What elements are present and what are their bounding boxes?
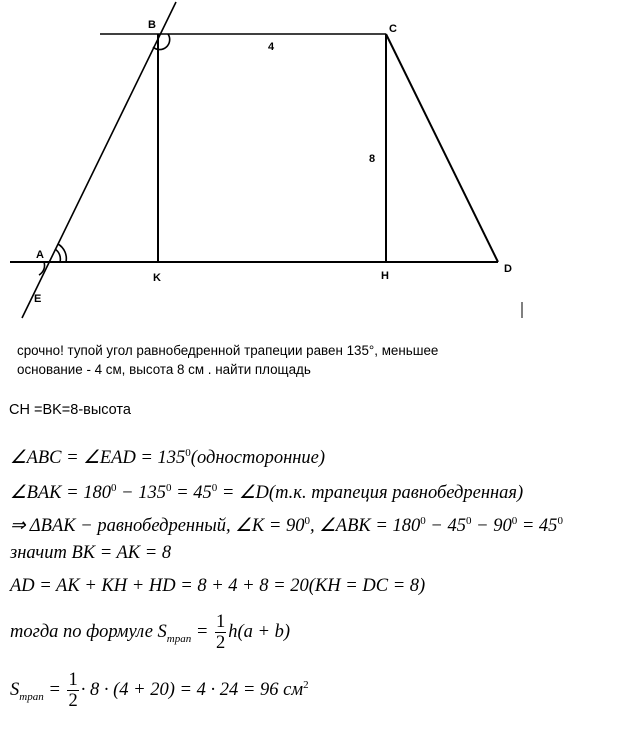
- side-cd-line: [386, 34, 498, 262]
- label-b: B: [148, 19, 156, 31]
- solution-line-5: AD = AK + KH + HD = 8 + 4 + 8 = 20(KH = DC = 8): [10, 576, 426, 596]
- label-d: D: [504, 263, 512, 275]
- label-a: A: [36, 249, 44, 261]
- label-height: 8: [369, 153, 376, 165]
- given-heights: CH =BK=8-высота: [9, 402, 131, 418]
- label-k: K: [153, 272, 161, 284]
- label-h: H: [381, 270, 389, 282]
- solution-line-4: значит BK = AK = 8: [10, 543, 172, 563]
- solution-line-2: ∠BAK = $180^0 - 135^0 = 45^0$ = ∠D(т.к. трапеция равнобедренная): [10, 482, 524, 503]
- label-top-base: 4: [268, 41, 275, 53]
- label-e: E: [34, 293, 42, 305]
- angle-b-arc: [153, 34, 170, 50]
- angle-a-arc-1: [55, 249, 60, 262]
- trapezoid-figure: [0, 0, 631, 330]
- task-text: [17, 341, 557, 379]
- fraction-one-half-2: $\frac{1}{2}$: [68, 670, 78, 711]
- solution-line-1: ∠ABC = ∠EAD = $135^0(односторонние)$: [10, 447, 326, 468]
- side-ab-line: [22, 2, 176, 318]
- label-c: C: [389, 23, 397, 35]
- fraction-one-half: $\frac{1}{2}$: [215, 612, 226, 653]
- solution-line-6: тогда по формуле $S_{трап}$ = $\frac{1}{2}$ h(a + b): [10, 612, 291, 653]
- task-line-2: основание - 4 см, высота 8 см . найти площадь: [17, 362, 311, 377]
- solution-line-3: ⇒ ΔBAK − равнобедренный, ∠K = $90^0$, ∠ABK = $180^0 - 45^0 - 90^0 = 45^0$: [10, 515, 563, 536]
- solution-line-7: $S_{трап}$ = $\frac{1}{2}$ · 8 · (4 + 20) = 4 · 24 = 96 $см^2$: [10, 670, 309, 711]
- task-line-1: срочно! тупой угол равнобедренной трапеции равен 135°, меньшее: [17, 343, 439, 358]
